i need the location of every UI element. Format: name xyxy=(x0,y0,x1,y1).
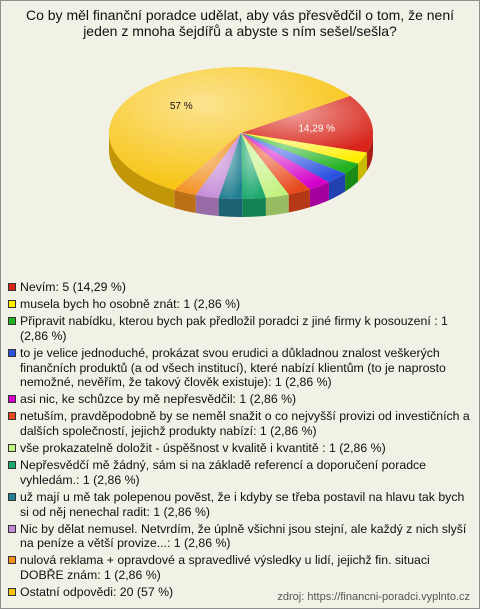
slice-value-label: 14,29 % xyxy=(298,123,336,135)
pie-slice-side xyxy=(242,198,266,217)
legend-label: Ostatní odpovědi: 20 (57 %) xyxy=(20,585,174,600)
legend-swatch xyxy=(8,556,16,564)
legend-swatch xyxy=(8,588,16,596)
legend-swatch xyxy=(8,461,16,469)
legend-label: netuším, pravděpodobně by se neměl snažit o co nejvyšší provizi od investičních a dalších společností, jejichž produkty nabízí: 1 (2,86 %) xyxy=(20,409,470,439)
legend-swatch xyxy=(8,349,16,357)
source-note: zdroj: https://financni-poradci.vyplnto.cz xyxy=(277,591,470,603)
legend-swatch xyxy=(8,395,16,403)
pie-slice-side xyxy=(196,195,219,216)
legend xyxy=(8,280,472,602)
legend-label: musela bych ho osobně znát: 1 (2,86 %) xyxy=(20,296,241,311)
legend-item xyxy=(8,522,472,552)
chart-title: Co by měl finanční poradce udělat, aby vás přesvědčil o tom, že není jeden z mnoha šejdířů a abyste s ním sešel/sešla? xyxy=(25,7,454,39)
slice-value-label: 57 % xyxy=(169,101,193,113)
pie-slice-side xyxy=(266,195,289,216)
legend-swatch xyxy=(8,493,16,501)
legend-swatch xyxy=(8,412,16,420)
legend-item xyxy=(8,490,472,520)
legend-label: Nic by dělat nemusel. Netvrdím, že úplně všichni jsou stejní, ale každý z nich slyší na peníze a větší provize...: 1 (2,86 %) xyxy=(20,521,467,551)
legend-item xyxy=(8,458,472,488)
legend-swatch xyxy=(8,283,16,291)
pie-slice-side xyxy=(219,198,243,217)
legend-item xyxy=(8,314,472,344)
legend-label: Nevím: 5 (14,29 %) xyxy=(20,280,126,294)
legend-swatch xyxy=(8,525,16,533)
legend-item xyxy=(8,409,472,439)
legend-item xyxy=(8,346,472,390)
pie-chart xyxy=(1,51,479,271)
legend-item xyxy=(8,441,472,456)
legend-label: asi nic, ke schůzce by mě nepřesvědčil: 1 (2,86 %) xyxy=(20,392,297,407)
legend-swatch xyxy=(8,317,16,325)
legend-swatch xyxy=(8,444,16,452)
legend-swatch xyxy=(8,300,16,308)
legend-label: Připravit nabídku, kterou bych pak předložil poradci z jiné firmy k posouzení : 1 (2,86 %) xyxy=(20,313,448,343)
legend-label: nulová reklama + opravdové a spravedlivé výsledky u lidí, jejichž fin. situaci DOBŘE znám: 1 (2,86 %) xyxy=(20,553,430,583)
legend-label: už mají u mě tak polepenou povĕst, že i kdyby se třeba postavil na hlavu tak bych si od něj nenechal radit: 1 (2,86 %) xyxy=(20,489,465,519)
legend-item xyxy=(8,392,472,407)
legend-label: vše prokazatelně doložit - úspěšnost v kvalitě i kvantitě : 1 (2,86 %) xyxy=(20,441,386,456)
legend-label: to je velice jednoduché, prokázat svou erudici a důkladnou znalost veškerých finančních produktů (a od všech institucí), které nabízí klientům (to je naprosto nemožné, nevěřím, že takový člověk existuje): 1 (2,86 %) xyxy=(20,345,446,390)
legend-label: Nepřesvědčí mě žádný, sám si na základě referencí a doporučení poradce vyhledám.: 1 (2,86 %) xyxy=(20,458,427,487)
legend-item xyxy=(8,280,472,295)
legend-item xyxy=(8,297,472,312)
legend-item xyxy=(8,553,472,583)
